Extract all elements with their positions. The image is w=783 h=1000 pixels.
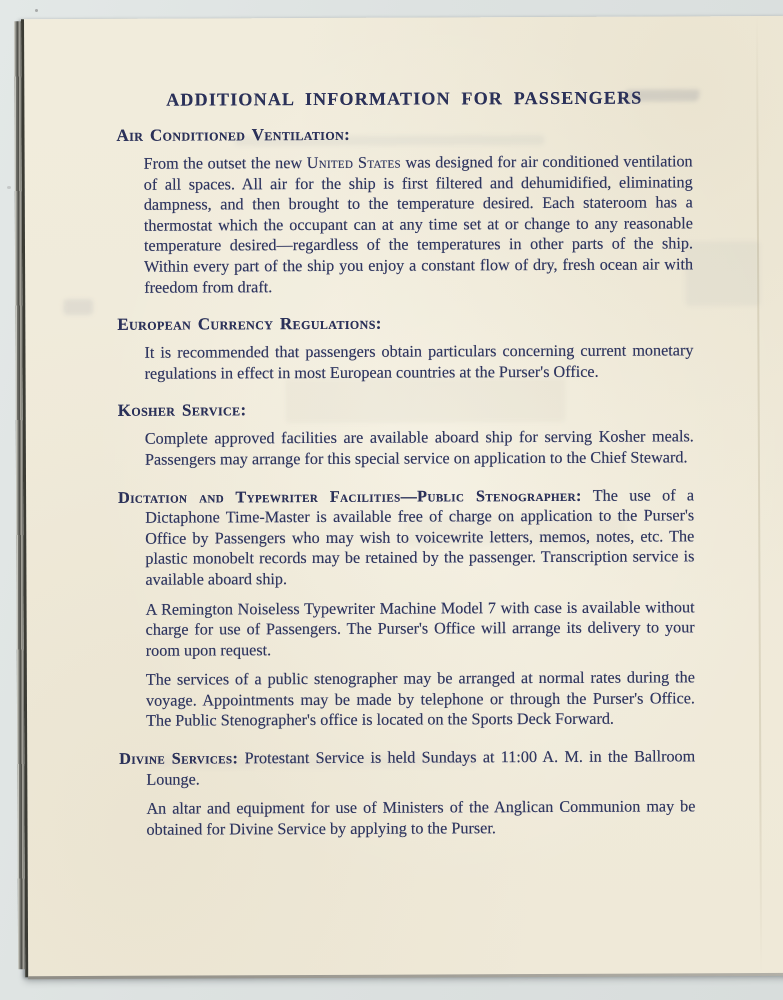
paragraph: An altar and equipment for use of Ministers of the Anglican Communion may be obtained for Divine Service by applying to the Purser.	[146, 797, 696, 839]
section-divine-services	[119, 746, 695, 840]
section-air-conditioned-ventilation	[116, 123, 693, 298]
section-heading: Divine Services:	[119, 749, 239, 768]
page-content	[24, 16, 783, 977]
paragraph-text: was designed for air conditioned ventilation of all spaces. All air for the ship is first filtered and dehumidified, eliminating dampness, and then brought to the temperature desired. Each stateroom has a thermostat which the occupant can at any time set at or change to any reasonable temperature desired—regardless of the temperatures in other parts of the ship. Within every part of the ship you enjoy a constant flow of dry, fresh ocean air with freedom from draft.	[143, 152, 694, 297]
section-heading: Kosher Service:	[117, 400, 247, 421]
page-title: ADDITIONAL INFORMATION FOR PASSENGERS	[166, 87, 643, 110]
section-dictation-typewriter	[118, 485, 695, 732]
paragraph-text: From the outset the new	[143, 154, 307, 173]
section-heading: European Currency Regulations:	[117, 313, 382, 335]
document-page	[21, 16, 783, 977]
paragraph: It is recommended that passengers obtain particulars concerning current monetary regulations in effect in most European countries at the Purser's Office.	[144, 341, 694, 383]
paragraph: A Remington Noiseless Typewriter Machine Model 7 with case is available without charge for use of Passengers. The Purser's Office will arrange its delivery to your room upon request.	[145, 597, 695, 660]
stacked-page-edges	[14, 21, 25, 969]
paragraph: Complete approved facilities are available aboard ship for serving Kosher meals. Passengers may arrange for this special service on application to the Chief Steward.	[144, 427, 694, 469]
dust-speck	[7, 186, 11, 189]
section-european-currency-regulations	[117, 312, 693, 384]
section-heading: Air Conditioned Ventilation:	[116, 124, 351, 145]
paragraph-text: Protestant Service is held Sundays at 11:00 A. M. in the Ballroom Lounge.	[146, 747, 696, 789]
paragraph-text: The use of a Dictaphone Time-Master is available free of charge on application to the Purser's Office by Passengers who may wish to voicewrite letters, memos, notes, etc. The plastic monobelt records may be retained by the passenger. Transcription service is available aboard ship.	[145, 485, 695, 589]
ship-name: United States	[306, 153, 401, 173]
dust-speck	[35, 9, 38, 12]
paragraph	[144, 151, 694, 298]
section-kosher-service	[118, 399, 694, 471]
paragraph	[119, 746, 695, 790]
paragraph	[118, 485, 694, 590]
paragraph: The services of a public stenographer may be arranged at normal rates during the voyage. Appointments may be made by telephone or through the Purser's Office. The Public Stenographer's office is located on the Sports Deck Forward.	[145, 668, 696, 731]
section-heading: Dictation and Typewriter Facilities—Public Stenographer:	[118, 486, 582, 507]
